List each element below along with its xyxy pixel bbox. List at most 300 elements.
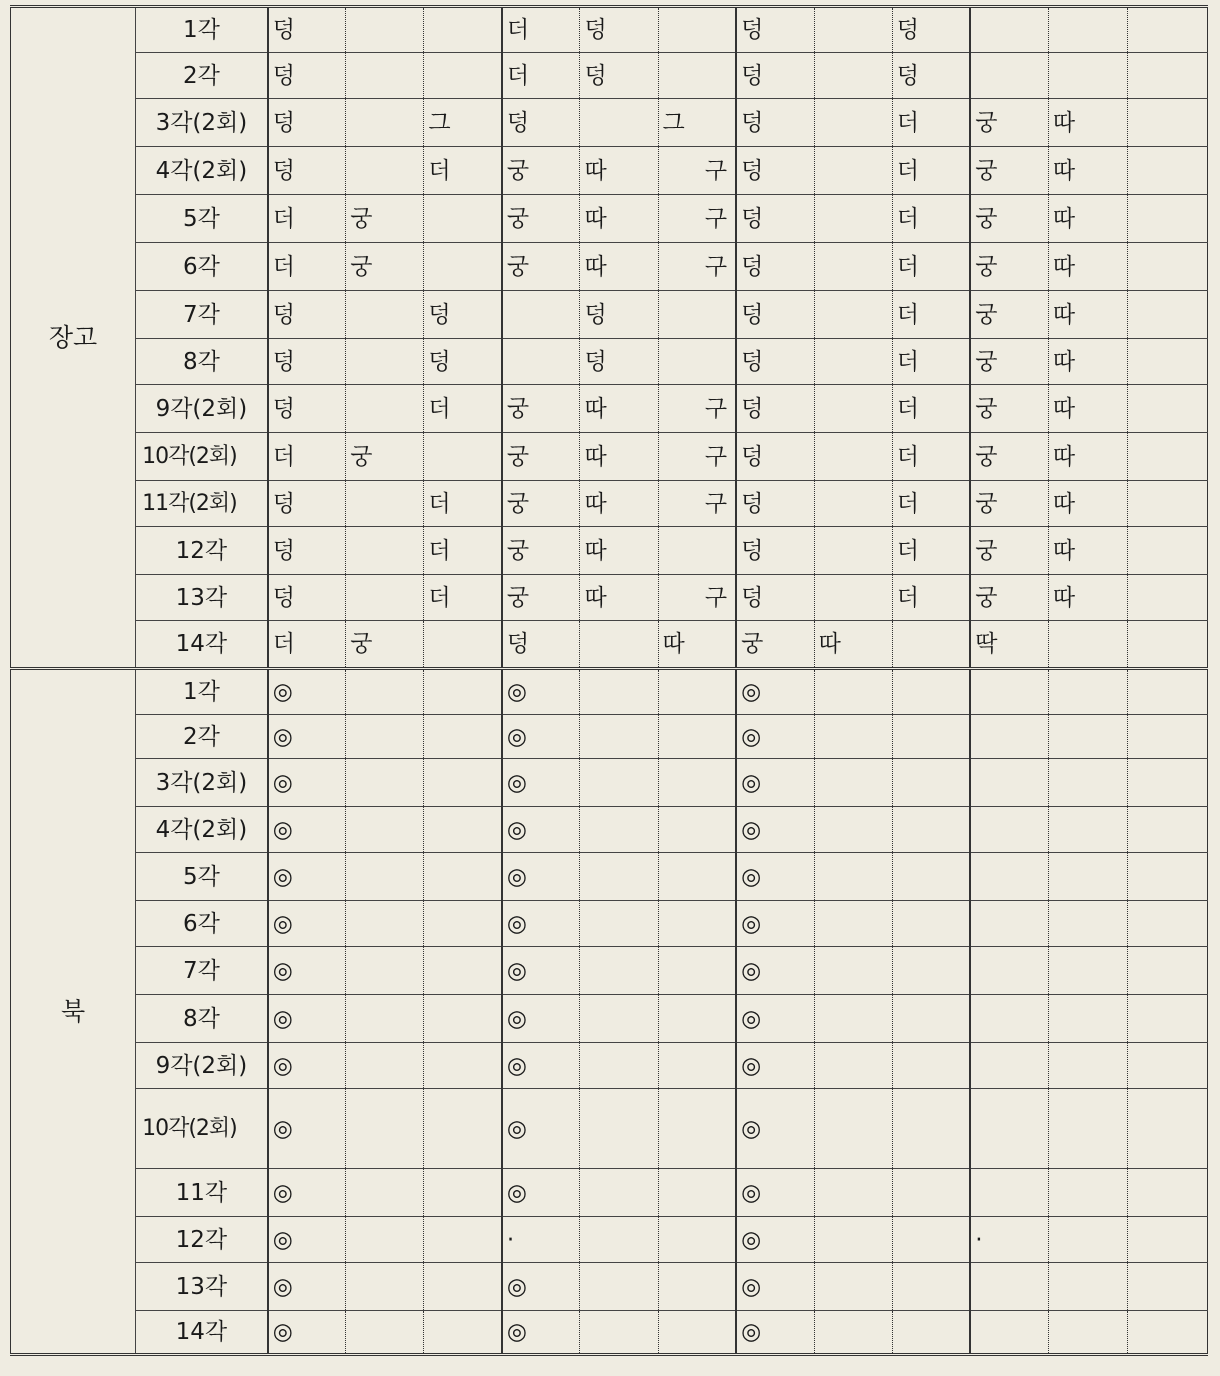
notation-cell: 궁	[970, 433, 1048, 481]
table-row	[11, 433, 1208, 481]
notation-cell	[424, 1217, 502, 1263]
notation-cell: 덩	[268, 291, 346, 339]
notation-cell: ◎	[268, 715, 346, 759]
notation-cell	[580, 669, 658, 715]
notation-cell	[814, 527, 892, 575]
notation-cell: 더	[892, 291, 970, 339]
row-label: 3각(2회)	[136, 759, 268, 807]
notation-cell: 덩	[424, 339, 502, 385]
table-row	[11, 385, 1208, 433]
notation-cell: 덩	[736, 481, 814, 527]
notation-cell	[892, 995, 970, 1043]
notation-cell	[1127, 621, 1207, 669]
notation-cell: 궁	[970, 243, 1048, 291]
notation-cell	[970, 1089, 1048, 1169]
notation-cell: 더	[892, 195, 970, 243]
notation-cell	[424, 995, 502, 1043]
notation-cell: 궁	[346, 195, 424, 243]
notation-cell	[970, 853, 1048, 901]
notation-cell	[892, 1089, 970, 1169]
table-row	[11, 575, 1208, 621]
notation-cell	[346, 853, 424, 901]
notation-cell	[346, 339, 424, 385]
table-row	[11, 1089, 1208, 1169]
notation-cell	[346, 1169, 424, 1217]
notation-cell	[1048, 1089, 1127, 1169]
notation-cell	[346, 715, 424, 759]
notation-cell: ◎	[502, 853, 580, 901]
table-row	[11, 853, 1208, 901]
table-row	[11, 1217, 1208, 1263]
notation-cell: 덩	[268, 481, 346, 527]
notation-cell	[1127, 947, 1207, 995]
notation-cell	[424, 947, 502, 995]
table-row	[11, 669, 1208, 715]
notation-cell: 따	[580, 433, 658, 481]
notation-cell	[970, 53, 1048, 99]
notation-cell	[1048, 1311, 1127, 1355]
row-label: 14각	[136, 621, 268, 669]
notation-cell: 덩	[736, 243, 814, 291]
notation-cell	[1127, 901, 1207, 947]
notation-cell	[1127, 7, 1207, 53]
notation-cell	[1127, 339, 1207, 385]
notation-cell	[658, 901, 736, 947]
notation-cell: 더	[892, 385, 970, 433]
notation-cell: ◎	[736, 1263, 814, 1311]
notation-cell: ◎	[736, 807, 814, 853]
notation-cell	[658, 1089, 736, 1169]
notation-cell	[1127, 99, 1207, 147]
notation-cell	[814, 99, 892, 147]
table-row	[11, 1169, 1208, 1217]
notation-cell: 구	[658, 385, 736, 433]
notation-cell	[892, 853, 970, 901]
notation-cell: ◎	[736, 853, 814, 901]
notation-cell	[424, 1263, 502, 1311]
notation-cell: 구	[658, 575, 736, 621]
notation-cell: 더	[892, 527, 970, 575]
notation-cell	[658, 1311, 736, 1355]
notation-cell	[346, 527, 424, 575]
notation-cell	[346, 901, 424, 947]
notation-cell	[814, 243, 892, 291]
row-label: 12각	[136, 1217, 268, 1263]
notation-cell: ◎	[736, 901, 814, 947]
table-row	[11, 527, 1208, 575]
notation-cell	[658, 1043, 736, 1089]
notation-cell: 궁	[346, 433, 424, 481]
notation-cell	[580, 1263, 658, 1311]
notation-cell: 더	[268, 433, 346, 481]
table-row	[11, 807, 1208, 853]
notation-cell	[814, 481, 892, 527]
notation-cell	[892, 715, 970, 759]
notation-cell	[658, 853, 736, 901]
notation-cell	[892, 1043, 970, 1089]
notation-cell	[814, 1043, 892, 1089]
notation-cell: 덩	[268, 527, 346, 575]
notation-cell: 궁	[502, 147, 580, 195]
notation-cell: ◎	[268, 1169, 346, 1217]
notation-cell	[892, 1169, 970, 1217]
notation-cell	[580, 1311, 658, 1355]
table-row	[11, 291, 1208, 339]
notation-cell: 궁	[502, 527, 580, 575]
notation-cell	[1127, 575, 1207, 621]
notation-cell: 따	[814, 621, 892, 669]
notation-cell: 따	[1048, 339, 1127, 385]
notation-cell	[970, 715, 1048, 759]
notation-cell: ◎	[736, 995, 814, 1043]
notation-cell	[658, 7, 736, 53]
notation-cell: ◎	[502, 995, 580, 1043]
notation-cell: 따	[1048, 99, 1127, 147]
notation-cell: 더	[892, 575, 970, 621]
notation-cell	[424, 1169, 502, 1217]
notation-cell	[970, 759, 1048, 807]
notation-cell	[1127, 1311, 1207, 1355]
notation-cell	[424, 1043, 502, 1089]
notation-cell	[1048, 947, 1127, 995]
notation-cell	[970, 7, 1048, 53]
notation-cell	[1048, 807, 1127, 853]
notation-cell: 덩	[580, 7, 658, 53]
notation-cell: 더	[268, 243, 346, 291]
notation-cell: 덩	[892, 53, 970, 99]
notation-cell: ◎	[268, 1089, 346, 1169]
notation-cell: ◎	[268, 947, 346, 995]
table-row	[11, 901, 1208, 947]
row-label: 12각	[136, 527, 268, 575]
notation-cell	[1048, 1263, 1127, 1311]
notation-cell: 따	[1048, 195, 1127, 243]
notation-cell: 더	[892, 99, 970, 147]
notation-cell	[424, 1089, 502, 1169]
notation-cell: 덩	[268, 147, 346, 195]
notation-cell: 덩	[736, 53, 814, 99]
notation-cell	[424, 621, 502, 669]
notation-cell	[1127, 995, 1207, 1043]
notation-cell: 덩	[736, 147, 814, 195]
table-row	[11, 53, 1208, 99]
notation-cell	[424, 715, 502, 759]
notation-cell	[970, 1043, 1048, 1089]
notation-cell: 궁	[970, 339, 1048, 385]
notation-cell: 따	[1048, 385, 1127, 433]
notation-cell: 덩	[580, 53, 658, 99]
table-row	[11, 1263, 1208, 1311]
notation-cell: 궁	[970, 291, 1048, 339]
notation-cell: 더	[502, 53, 580, 99]
notation-cell	[814, 575, 892, 621]
notation-cell: ◎	[502, 759, 580, 807]
notation-cell	[814, 715, 892, 759]
notation-cell: ◎	[502, 901, 580, 947]
notation-cell	[502, 339, 580, 385]
notation-cell: 더	[268, 621, 346, 669]
notation-cell: 따	[1048, 243, 1127, 291]
notation-cell	[814, 433, 892, 481]
instrument-name: 북	[11, 669, 136, 1355]
notation-cell	[814, 669, 892, 715]
row-label: 1각	[136, 669, 268, 715]
notation-cell	[970, 1263, 1048, 1311]
notation-cell	[1127, 715, 1207, 759]
notation-cell: 따	[580, 147, 658, 195]
row-label: 4각(2회)	[136, 147, 268, 195]
notation-cell	[658, 339, 736, 385]
notation-cell: ◎	[268, 1217, 346, 1263]
notation-cell: 덩	[502, 99, 580, 147]
notation-cell: 덩	[268, 339, 346, 385]
row-label: 13각	[136, 1263, 268, 1311]
notation-cell: ◎	[268, 901, 346, 947]
notation-cell	[346, 575, 424, 621]
notation-cell: 덩	[268, 53, 346, 99]
row-label: 2각	[136, 715, 268, 759]
row-label: 5각	[136, 853, 268, 901]
notation-cell: 덩	[736, 291, 814, 339]
notation-cell	[502, 291, 580, 339]
notation-cell	[1127, 669, 1207, 715]
table-row	[11, 947, 1208, 995]
notation-cell: ◎	[736, 715, 814, 759]
notation-cell: ·	[970, 1217, 1048, 1263]
notation-cell	[814, 195, 892, 243]
notation-cell	[1127, 759, 1207, 807]
notation-cell: 따	[1048, 433, 1127, 481]
notation-cell	[814, 1169, 892, 1217]
notation-cell: ◎	[502, 807, 580, 853]
row-label: 1각	[136, 7, 268, 53]
notation-cell: 구	[658, 481, 736, 527]
notation-cell	[1048, 853, 1127, 901]
notation-cell: ◎	[502, 1043, 580, 1089]
notation-cell: 궁	[502, 243, 580, 291]
notation-cell	[970, 807, 1048, 853]
notation-cell: ◎	[502, 1169, 580, 1217]
notation-cell	[658, 527, 736, 575]
notation-cell: ◎	[502, 947, 580, 995]
notation-cell: ◎	[268, 1263, 346, 1311]
row-label: 7각	[136, 291, 268, 339]
notation-cell	[1127, 527, 1207, 575]
notation-cell	[1127, 53, 1207, 99]
notation-cell	[1048, 901, 1127, 947]
notation-cell	[814, 147, 892, 195]
notation-cell	[346, 1043, 424, 1089]
notation-cell: 덩	[268, 99, 346, 147]
notation-cell: ◎	[736, 1169, 814, 1217]
table-row	[11, 99, 1208, 147]
notation-cell	[1127, 807, 1207, 853]
row-label: 11각(2회)	[136, 481, 268, 527]
notation-cell: 덩	[268, 385, 346, 433]
notation-cell: ◎	[268, 995, 346, 1043]
notation-cell	[658, 947, 736, 995]
notation-cell: 따	[1048, 147, 1127, 195]
notation-cell: 덩	[736, 527, 814, 575]
notation-cell: 따	[1048, 527, 1127, 575]
row-label: 9각(2회)	[136, 1043, 268, 1089]
notation-cell: 궁	[736, 621, 814, 669]
notation-cell: ◎	[268, 1043, 346, 1089]
row-label: 11각	[136, 1169, 268, 1217]
notation-cell	[970, 1169, 1048, 1217]
notation-cell	[580, 1043, 658, 1089]
notation-cell: ◎	[268, 759, 346, 807]
row-label: 7각	[136, 947, 268, 995]
notation-cell: ◎	[502, 1311, 580, 1355]
notation-cell	[1127, 853, 1207, 901]
notation-cell	[1048, 1043, 1127, 1089]
notation-cell	[346, 1311, 424, 1355]
notation-cell: ◎	[268, 807, 346, 853]
notation-cell: 구	[658, 243, 736, 291]
notation-cell: 따	[580, 481, 658, 527]
notation-cell: 덩	[268, 575, 346, 621]
notation-cell: 구	[658, 147, 736, 195]
notation-cell	[346, 481, 424, 527]
row-label: 10각(2회)	[136, 1089, 268, 1169]
notation-cell: 더	[892, 147, 970, 195]
notation-cell	[580, 99, 658, 147]
notation-cell	[658, 995, 736, 1043]
notation-cell	[346, 1263, 424, 1311]
notation-cell	[346, 995, 424, 1043]
notation-cell	[814, 7, 892, 53]
notation-cell: 궁	[970, 195, 1048, 243]
row-label: 6각	[136, 901, 268, 947]
notation-cell	[658, 669, 736, 715]
notation-cell	[580, 947, 658, 995]
table-row	[11, 147, 1208, 195]
notation-cell: ·	[502, 1217, 580, 1263]
notation-cell: 궁	[502, 481, 580, 527]
table-row	[11, 1043, 1208, 1089]
notation-cell	[580, 715, 658, 759]
notation-cell: 궁	[346, 621, 424, 669]
notation-cell	[580, 807, 658, 853]
notation-cell: 덩	[736, 195, 814, 243]
notation-cell: ◎	[736, 1043, 814, 1089]
row-label: 2각	[136, 53, 268, 99]
table-row	[11, 759, 1208, 807]
notation-cell: 딱	[970, 621, 1048, 669]
notation-cell	[970, 995, 1048, 1043]
notation-cell: 덩	[736, 7, 814, 53]
notation-cell	[814, 1263, 892, 1311]
notation-cell	[814, 1217, 892, 1263]
notation-cell: 따	[580, 243, 658, 291]
rhythm-notation-table	[10, 5, 1208, 1356]
notation-cell: 덩	[736, 385, 814, 433]
notation-cell	[970, 669, 1048, 715]
notation-cell	[814, 853, 892, 901]
notation-cell	[1048, 53, 1127, 99]
notation-cell	[658, 715, 736, 759]
notation-cell	[658, 1217, 736, 1263]
notation-cell: 덩	[736, 99, 814, 147]
notation-cell	[658, 291, 736, 339]
notation-cell: 궁	[502, 195, 580, 243]
notation-cell: 덩	[502, 621, 580, 669]
notation-cell	[424, 53, 502, 99]
notation-cell	[580, 853, 658, 901]
notation-cell	[346, 99, 424, 147]
notation-cell: ◎	[502, 1089, 580, 1169]
notation-cell: ◎	[736, 1217, 814, 1263]
notation-cell	[346, 385, 424, 433]
notation-cell	[892, 901, 970, 947]
notation-cell: 더	[268, 195, 346, 243]
row-label: 6각	[136, 243, 268, 291]
notation-cell: ◎	[268, 1311, 346, 1355]
notation-cell: ◎	[736, 669, 814, 715]
notation-cell	[814, 759, 892, 807]
notation-cell	[892, 1263, 970, 1311]
notation-cell: 덩	[736, 433, 814, 481]
notation-cell	[1127, 243, 1207, 291]
notation-cell: ◎	[502, 669, 580, 715]
table-row	[11, 995, 1208, 1043]
table-row	[11, 195, 1208, 243]
notation-cell	[814, 291, 892, 339]
notation-cell	[1048, 669, 1127, 715]
notation-cell	[970, 1311, 1048, 1355]
notation-cell	[658, 1263, 736, 1311]
notation-cell: ◎	[736, 1311, 814, 1355]
notation-cell: 덩	[736, 575, 814, 621]
notation-cell: 더	[892, 339, 970, 385]
notation-cell: 덩	[892, 7, 970, 53]
notation-cell: 따	[580, 195, 658, 243]
notation-cell	[424, 433, 502, 481]
notation-cell	[424, 669, 502, 715]
notation-cell	[814, 339, 892, 385]
notation-cell	[346, 807, 424, 853]
notation-cell: 따	[1048, 575, 1127, 621]
notation-cell: ◎	[736, 947, 814, 995]
notation-cell	[658, 759, 736, 807]
notation-cell: 따	[580, 385, 658, 433]
notation-cell: 더	[424, 147, 502, 195]
notation-cell: ◎	[268, 853, 346, 901]
instrument-name: 장고	[11, 7, 136, 669]
notation-cell: ◎	[502, 715, 580, 759]
table-row	[11, 7, 1208, 53]
notation-cell	[580, 621, 658, 669]
notation-cell: ◎	[268, 669, 346, 715]
notation-cell	[892, 1217, 970, 1263]
notation-cell	[580, 1169, 658, 1217]
notation-cell	[658, 807, 736, 853]
notation-cell: 따	[580, 527, 658, 575]
notation-cell: 궁	[970, 481, 1048, 527]
row-label: 3각(2회)	[136, 99, 268, 147]
row-label: 13각	[136, 575, 268, 621]
notation-cell: 더	[892, 243, 970, 291]
notation-cell: 궁	[970, 527, 1048, 575]
notation-cell	[814, 1311, 892, 1355]
notation-cell	[892, 807, 970, 853]
table-row	[11, 339, 1208, 385]
notation-cell	[424, 901, 502, 947]
notation-cell	[892, 621, 970, 669]
notation-cell: ◎	[736, 1089, 814, 1169]
notation-cell	[346, 53, 424, 99]
